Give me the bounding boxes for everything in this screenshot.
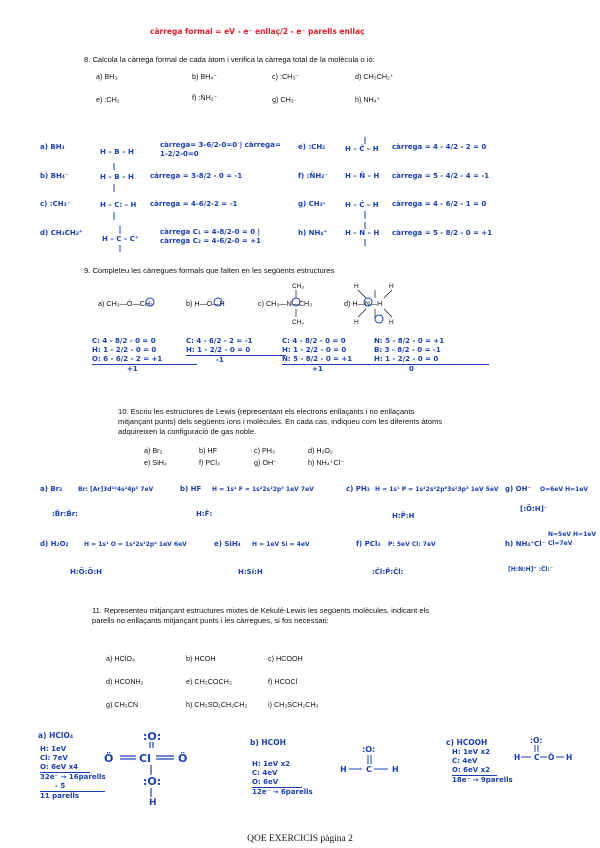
q8-option: b) BH₄⁻	[192, 72, 218, 81]
q10-option: d) H₂O₂	[308, 446, 333, 455]
q11-answer-label: a) HClO₄	[38, 731, 74, 740]
q8-answer-result: càrrega = 5 - 4/2 - 4 = -1	[392, 172, 490, 180]
q8-answer-label: g) CH₃·	[298, 200, 326, 208]
question-10-text: 10. Escriu les estructures de Lewis (representant els electrons enllaçants i no enllaçants mitjançant punts) dels següents ions i molècules. En cada cas, indiqueu com les diferents àtoms adquireixen la configuració de gas noble.	[118, 407, 443, 436]
svg-text:H: H	[566, 753, 573, 762]
q11-option: a) HClO₄	[106, 654, 135, 663]
q10-answer-lewis: [:Ö:H]⁻	[520, 505, 548, 513]
q10-answer-label: a) Br₂	[40, 485, 63, 493]
q10-answer-label: h) NH₄⁺Cl⁻	[505, 540, 546, 548]
svg-text:Cl: Cl	[139, 752, 151, 765]
q8-answer-structure: H – B – H	[100, 173, 134, 181]
q9-result-a: C: 4 - 8/2 - 0 = 0 H: 1 - 2/2 - 0 = 0 O: 6 - 6/2 - 2 = +1 +1	[92, 337, 197, 374]
q8-answer-label: b) BH₄⁻	[40, 172, 69, 180]
svg-text:H: H	[389, 283, 394, 290]
q10-answer-label: c) PH₃	[346, 485, 370, 493]
q10-answer-note: N=5eV H=1eV Cl=7eV	[548, 531, 596, 547]
q11-option: h) CH₃SO₂CH₂CH₃	[186, 700, 248, 709]
svg-text:Ö: Ö	[548, 753, 555, 762]
q8-answer-result: càrrega = 5 - 8/2 - 0 = +1	[392, 229, 493, 237]
q10-answer-lewis: :B̈r:B̈r:	[52, 510, 78, 518]
page-footer: QOE EXERCICIS pàgina 2	[247, 834, 353, 844]
svg-text:Ö: Ö	[178, 752, 188, 765]
q10-answer-label: e) SiH₄	[214, 540, 241, 548]
q8-option: e) :CH₂	[96, 95, 120, 104]
q10-option: c) PH₃	[254, 446, 275, 455]
q9-option: d) H—N—H	[344, 299, 383, 308]
q8-answer-structure: H – N – H	[345, 229, 380, 237]
q8-answer-structure: H – C: – H	[100, 201, 137, 209]
q10-answer-note: H = 1s¹ O = 1s²2s²2p⁴ 1eV 6eV	[84, 541, 187, 548]
q10-answer-note: O=6eV H=1eV	[540, 486, 589, 493]
q10-answer-lewis: H:F̈:	[196, 510, 213, 518]
q10-answer-label: g) OH⁻	[505, 485, 532, 493]
svg-text:H: H	[340, 765, 347, 774]
question-8-text: 8. Calcula la càrrega formal de cada àtom i verifica la càrrega total de la molècula o ió:	[84, 55, 375, 64]
q8-answer-label: f) :N̈H₂⁻	[298, 172, 328, 180]
q10-option: h) NH₄⁺Cl⁻	[308, 458, 345, 467]
q11-option: c) HCOOH	[268, 654, 303, 663]
q8-answer-structure: H – B – H	[100, 148, 134, 156]
q10-option: b) HF	[199, 446, 217, 455]
q8-answer-structure: H – N̈ – H	[345, 172, 380, 180]
svg-text:H: H	[392, 765, 399, 774]
q8-answer-result: càrrega = 3-8/2 - 0 = -1	[150, 172, 243, 180]
q8-option: d) CH₃CH₂⁺	[355, 72, 394, 81]
q11-answer-c-work: H: 1eV x2 C: 4eV O: 6eV x2 18e⁻ → 9parells	[452, 748, 513, 784]
q8-answer-label: a) BH₃	[40, 143, 65, 151]
q8-option: g) CH₃·	[272, 95, 297, 104]
q10-option: e) SiH₄	[144, 458, 167, 467]
q8-answer-result: càrrega = 4 - 6/2 - 1 = 0	[392, 200, 487, 208]
q10-option: f) PCl₃	[199, 458, 220, 467]
q10-option: a) Br₂	[144, 446, 163, 455]
q10-option: g) OH⁻	[254, 458, 277, 467]
q8-option: f) :N̈H₂⁻	[192, 93, 218, 102]
q11-option: e) CH₃COCH₃	[186, 677, 232, 686]
svg-text:C: C	[366, 765, 372, 774]
svg-text::O:: :O:	[143, 730, 162, 743]
q11-answer-label: c) HCOOH	[446, 738, 488, 747]
svg-text:H: H	[354, 283, 359, 290]
q11-answer-b-work: H: 1eV x2 C: 4eV O: 6eV 12e⁻ → 6parells	[252, 760, 313, 796]
q10-answer-lewis: H:Si:H	[238, 568, 263, 576]
q11-answer-a-work: H: 1eV Cl: 7eV O: 6eV x4 32e⁻ → 16parells - 5 11 parells	[40, 745, 106, 800]
q11-answer-label: b) HCOH	[250, 738, 286, 747]
formal-charge-formula: càrrega formal = eV - e⁻ enllaç/2 - e⁻ parells enllaç	[150, 27, 365, 36]
q8-answer-result: càrrega= 3-6/2-0=0 | càrrega= 1-2/2-0=0	[160, 141, 281, 158]
q11-option: i) CH₃SCH₂CH₃	[268, 700, 319, 709]
q9-option: c) CH₃—N—CH₃	[258, 299, 313, 308]
q10-answer-label: d) H₂O₂	[40, 540, 69, 548]
q10-answer-lewis: H:P̈:H	[392, 512, 415, 520]
q8-option: a) BH₃	[96, 72, 118, 81]
question-11-text: 11. Representeu mitjançant estructures mixtes de Kekulé-Lewis les següents molècules, indicant els parells no enllaçants mitjançant punts i les càrregues, si fos necessari:	[92, 606, 430, 625]
q10-answer-lewis: [H:N:H]⁺ :C̈l:⁻	[508, 566, 554, 573]
q9-result-d: N: 5 - 8/2 - 0 = +1 B: 3 - 8/2 - 0 = -1 H: 1 - 2/2 - 0 = 0 0	[374, 337, 489, 374]
q8-answer-structure: H – C̈ – H	[345, 145, 379, 153]
q10-answer-label: f) PCl₃	[356, 540, 381, 548]
svg-text:H: H	[354, 319, 359, 326]
q9-result-b: C: 4 - 6/2 - 2 = -1 H: 1 - 2/2 - 0 = 0 -1	[186, 337, 286, 365]
q10-answer-label: b) HF	[180, 485, 202, 493]
q11-option: d) HCONH₂	[106, 677, 144, 686]
question-9-text: 9. Completeu les càrregues formals que falten en les següents estructures	[84, 266, 335, 275]
q8-answer-result: càrrega = 4-6/2-2 = -1	[150, 200, 238, 208]
svg-text:H: H	[389, 319, 394, 326]
q9-option: b) H—Ö—H	[186, 299, 225, 308]
q11-option: g) CH₃CN	[106, 700, 139, 709]
q10-answer-note: Br: [Ar]3d¹⁰4s²4p⁵ 7eV	[78, 486, 154, 493]
svg-text::O:: :O:	[143, 775, 162, 788]
svg-text::O:: :O:	[362, 745, 376, 754]
q8-answer-structure: H – C – C⁺	[102, 235, 139, 243]
q8-answer-label: h) NH₄⁺	[298, 229, 328, 237]
q11-option: f) HCOCl	[268, 677, 298, 686]
q11-option: b) HCOH	[186, 654, 216, 663]
q8-option: h) NH₄⁺	[355, 95, 381, 104]
q9-result-c: C: 4 - 8/2 - 0 = 0 H: 1 - 2/2 - 0 = 0 N: 5 - 8/2 - 0 = +1 +1	[282, 337, 382, 374]
q10-answer-note: H = 1s¹ P = 1s²2s²2p⁶3s²3p³ 1eV 5eV	[375, 486, 499, 493]
q8-answer-label: e) :CH₂	[298, 143, 326, 151]
svg-text:H: H	[149, 798, 157, 808]
q8-answer-result: càrrega C₁ = 4-8/2-0 = 0 | càrrega C₂ = 4-6/2-0 = +1	[160, 228, 261, 245]
svg-text:Ö: Ö	[104, 752, 114, 765]
q10-answer-note: H = 1s¹ F = 1s²2s²2p⁵ 1eV 7eV	[212, 486, 314, 493]
svg-text:CH₃: CH₃	[292, 319, 305, 326]
svg-text:C: C	[534, 753, 540, 762]
q10-answer-lewis: :C̈l:P̈:C̈l:	[372, 568, 404, 576]
svg-text::O:: :O:	[530, 736, 543, 745]
svg-text:CH₃: CH₃	[292, 283, 305, 290]
q8-answer-label: c) :CH₃⁻	[40, 200, 71, 208]
svg-text:H: H	[514, 753, 521, 762]
q10-answer-lewis: H:Ö:Ö:H	[70, 568, 103, 576]
q8-answer-structure: H – Ċ – H	[345, 201, 379, 209]
q8-answer-label: d) CH₃CH₂⁺	[40, 229, 83, 237]
q8-answer-result: càrrega = 4 - 4/2 - 2 = 0	[392, 143, 487, 151]
q8-option: c) :CH₃⁻	[272, 72, 300, 81]
q9-option: a) CH₃—Ö—CH₃	[98, 299, 153, 308]
q10-answer-note: P: 5eV Cl: 7eV	[388, 541, 436, 548]
q10-answer-note: H = 1eV Si = 4eV	[252, 541, 310, 548]
